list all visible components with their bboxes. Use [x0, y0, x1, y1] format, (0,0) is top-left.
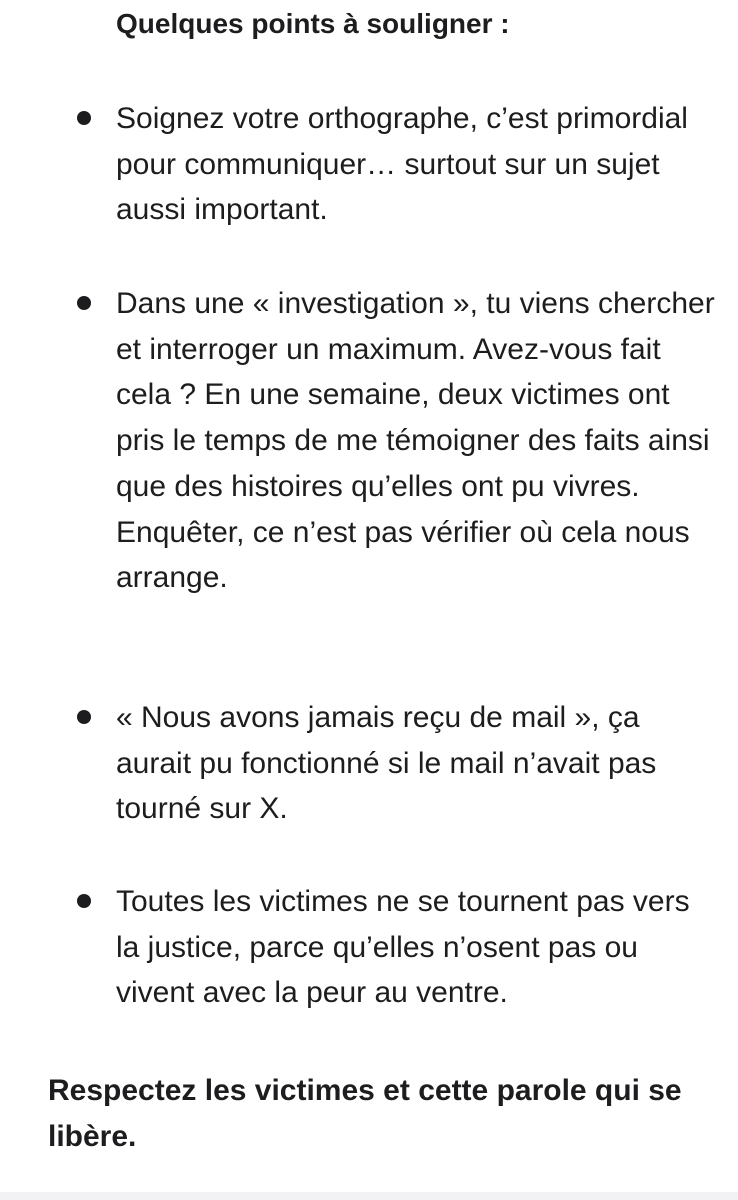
bullet-text: « Nous avons jamais reçu de mail », ça aurait pu fonctionné si le mail n’avait pas tourné sur X. [116, 701, 657, 826]
conclusion-text: Respectez les victimes et cette parole qui se libère. [48, 1074, 682, 1153]
bullet-item [116, 695, 716, 832]
bullet-dot-icon [77, 710, 91, 724]
bullet-dot-icon [77, 111, 91, 125]
bullet-item [116, 96, 716, 233]
bottom-divider [0, 1192, 738, 1200]
section-heading: Quelques points à souligner : [116, 8, 510, 39]
bullet-text: Toutes les victimes ne se tournent pas vers la justice, parce qu’elles n’osent pas ou vivent avec la peur au ventre. [116, 885, 690, 1010]
bullet-item [116, 281, 716, 601]
bullet-text: Dans une « investigation », tu viens chercher et interroger un maximum. Avez-vous fait cela ? En une semaine, deux victimes ont pris le temps de me témoigner des faits ainsi que des histoires qu’elles ont pu vivres. Enquêter, ce n’est pas vérifier où cela nous arrange. [116, 287, 715, 595]
bullet-dot-icon [77, 296, 91, 310]
bullet-text: Soignez votre orthographe, c’est primordial pour communiquer… surtout sur un sujet aussi important. [116, 102, 688, 227]
bullet-dot-icon [77, 894, 91, 908]
bullet-item [116, 879, 716, 1016]
